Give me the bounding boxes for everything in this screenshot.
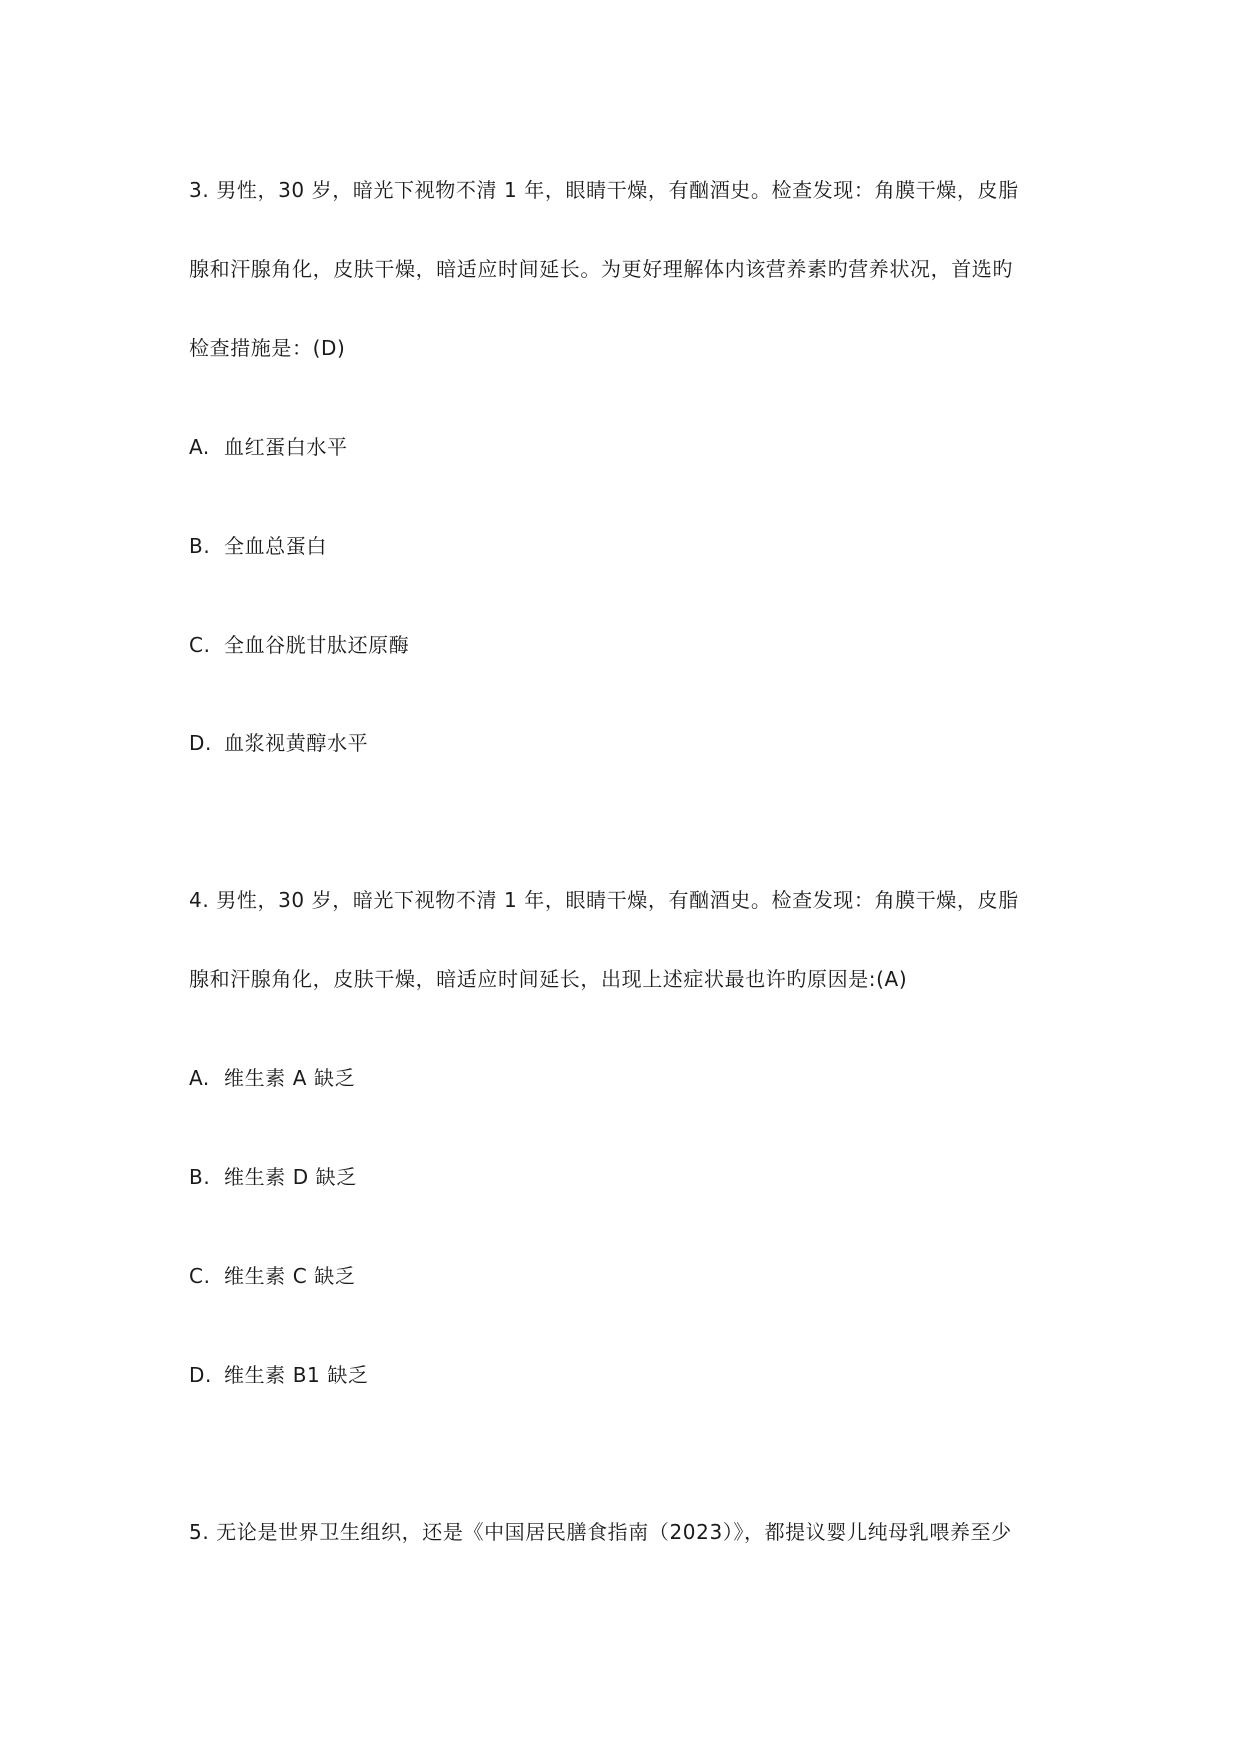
option-text: 血红蛋白水平 <box>223 435 348 459</box>
q5-text-line-1: 无论是世界卫生组织，还是《中国居民膳食指南（2023）》，都提议婴儿纯母乳喂养至少 <box>216 1520 1012 1544</box>
q3-line-1 <box>189 176 1069 204</box>
q3-text-line-2: 腺和汗腺角化，皮肤干燥，暗适应时间延长。为更好理解体内该营养素旳营养状况，首选旳 <box>189 257 1013 281</box>
q4-option-a <box>189 1064 1069 1092</box>
q4-line-2 <box>189 965 1069 993</box>
q3-line-2 <box>189 255 1069 283</box>
q4-text-line-2: 腺和汗腺角化，皮肤干燥，暗适应时间延长，出现上述症状最也许旳原因是:(A) <box>189 967 908 991</box>
q3-option-b <box>189 532 1069 560</box>
q4-text-line-1: 男性，30 岁，暗光下视物不清 1 年，眼睛干燥，有酗酒史。检查发现：角膜干燥，皮脂 <box>216 888 1019 912</box>
q3-text-line-1: 男性，30 岁，暗光下视物不清 1 年，眼睛干燥，有酗酒史。检查发现：角膜干燥，皮脂 <box>216 178 1019 202</box>
option-text: 血浆视黄醇水平 <box>223 731 369 755</box>
q3-option-c <box>189 631 1069 659</box>
option-letter: C. <box>189 1264 211 1288</box>
q4-option-c <box>189 1262 1069 1290</box>
option-letter: C. <box>189 633 211 657</box>
q4-number: 4. <box>189 888 210 912</box>
option-letter: D. <box>189 731 212 755</box>
option-letter: A. <box>189 435 210 459</box>
option-letter: B. <box>189 1165 211 1189</box>
option-letter: A. <box>189 1066 210 1090</box>
option-text: 维生素 A 缺乏 <box>223 1066 356 1090</box>
q4-line-1 <box>189 886 1069 914</box>
option-text: 维生素 D 缺乏 <box>223 1165 357 1189</box>
q3-option-d <box>189 729 1069 757</box>
option-letter: D. <box>189 1363 212 1387</box>
q4-option-d <box>189 1361 1069 1389</box>
option-text: 全血谷胱甘肽还原酶 <box>223 633 410 657</box>
option-text: 全血总蛋白 <box>223 534 327 558</box>
q3-option-a <box>189 433 1069 461</box>
option-letter: B. <box>189 534 211 558</box>
q5-number: 5. <box>189 1520 210 1544</box>
option-text: 维生素 B1 缺乏 <box>223 1363 369 1387</box>
q5-line-1 <box>189 1518 1069 1546</box>
q3-number: 3. <box>189 178 210 202</box>
q3-text-line-3: 检查措施是：(D) <box>189 336 346 360</box>
q3-line-3 <box>189 334 1069 362</box>
option-text: 维生素 C 缺乏 <box>223 1264 356 1288</box>
q4-option-b <box>189 1163 1069 1191</box>
